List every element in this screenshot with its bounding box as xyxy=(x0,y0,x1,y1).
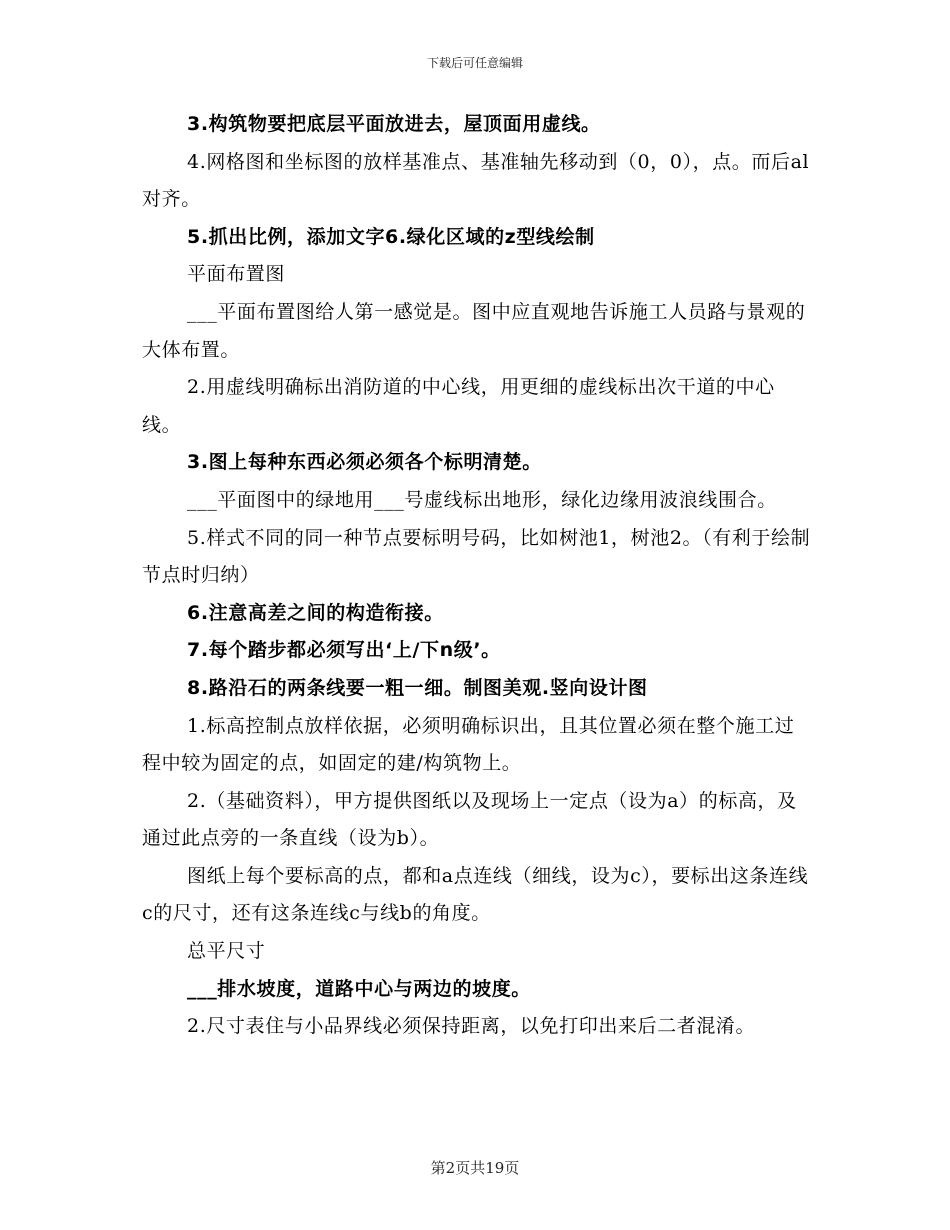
paragraph-9: 5.样式不同的同一种节点要标明号码，比如树池1，树池2。（有利于绘制节点时归纳） xyxy=(142,526,811,587)
paragraph-7: 3.图上每种东西必须必须各个标明清楚。 xyxy=(187,451,542,474)
page-footer: 第2页共19页 xyxy=(430,1159,520,1177)
paragraph-14: 2.（基础资料），甲方提供图纸以及现场上一定点（设为a）的标高，及通过此点旁的一条直线（设为b）。 xyxy=(142,789,797,850)
paragraph-5: ___平面布置图给人第一感觉是。图中应直观地告诉施工人员路与景观的大体布置。 xyxy=(142,300,806,361)
paragraph-2: 4.网格图和坐标图的放样基准点、基准轴先移动到（0，0），点。而后al对齐。 xyxy=(142,150,810,211)
paragraph-12: 8.路沿石的两条线要一粗一细。制图美观.竖向设计图 xyxy=(187,676,648,699)
paragraph-18: 2.尺寸表住与小品界线必须保持距离，以免打印出来后二者混淆。 xyxy=(187,1015,756,1038)
paragraph-15: 图纸上每个要标高的点，都和a点连线（细线，设为c），要标出这条连线c的尺寸，还有这条连线c与线b的角度。 xyxy=(142,864,809,925)
section-heading-site-dimensions: 总平尺寸 xyxy=(187,940,266,963)
paragraph-3: 5.抓出比例，添加文字6.绿化区域的z型线绘制 xyxy=(187,225,595,248)
paragraph-11: 7.每个踏步都必须写出‘上/下n级’。 xyxy=(187,639,501,662)
page-header: 下载后可任意编辑 xyxy=(426,56,523,70)
paragraph-17: ___排水坡度，道路中心与两边的坡度。 xyxy=(187,977,531,1000)
paragraph-1: 3.构筑物要把底层平面放进去，屋顶面用虚线。 xyxy=(187,113,601,135)
paragraph-6: 2.用虚线明确标出消防道的中心线，用更细的虚线标出次干道的中心线。 xyxy=(142,376,775,436)
paragraph-13: 1.标高控制点放样依据，必须明确标识出，且其位置必须在整个施工过程中较为固定的点，如固定的建/构筑物上。 xyxy=(142,714,795,775)
section-heading-layout-plan: 平面布置图 xyxy=(187,263,286,286)
paragraph-8: ___平面图中的绿地用___号虚线标出地形，绿化边缘用波浪线围合。 xyxy=(187,488,777,511)
document-body xyxy=(142,106,812,1046)
paragraph-10: 6.注意高差之间的构造衔接。 xyxy=(187,601,444,624)
